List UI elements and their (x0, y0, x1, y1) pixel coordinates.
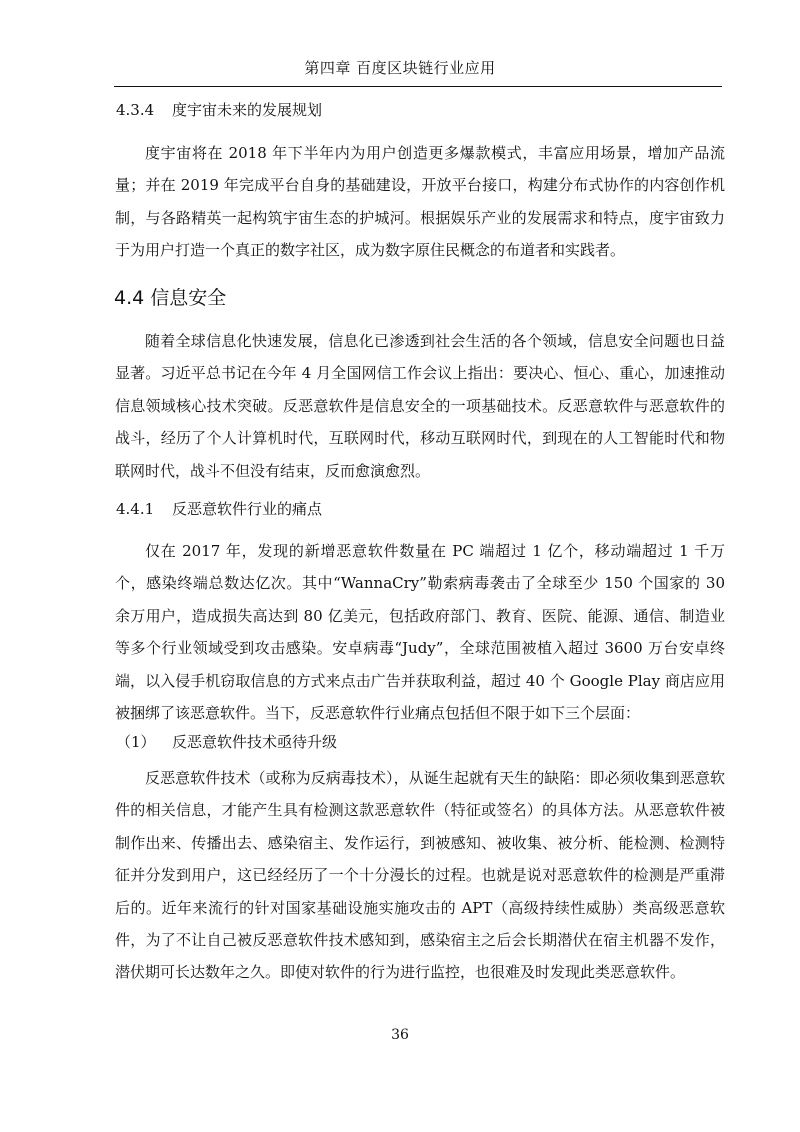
section-title: 度宇宙未来的发展规划 (172, 101, 323, 119)
header-divider (114, 86, 722, 87)
section-4-4-paragraph: 随着全球信息化快速发展，信息化已渗透到社会生活的各个领域，信息安全问题也日益显著。习近平总书记在今年 4 月全国网信工作会议上指出：要决心、恒心、重心，加速推动信息领域核心技术突破。反恶意软件是信息安全的一项基础技术。反恶意软件与恶意软件的战斗，经历了个人计算机时代，互联网时代，移动互联网时代，到现在的人工智能时代和物联网时代，战斗不但没有结束，反而愈演愈烈。 (115, 332, 725, 480)
section-4-4-1-paragraph-2: 反恶意软件技术（或称为反病毒技术），从诞生起就有天生的缺陷：即必须收集到恶意软件的相关信息，才能产生具有检测这款恶意软件（特征或签名）的具体方法。从恶意软件被制作出来、传播出去、感染宿主、发作运行，到被感知、被收集、被分析、能检测、检测特征并分发到用户，这已经经历了一个十分漫长的过程。也就是说对恶意软件的检测是严重滞后的。近年来流行的针对国家基础设施实施攻击的 APT（高级持续性威胁）类高级恶意软件，为了不让自己被反恶意软件技术感知到，感染宿主之后会长期潜伏在宿主机器不发作，潜伏期可长达数年之久。即使对软件的行为进行监控，也很难及时发现此类恶意软件。 (115, 769, 725, 982)
section-number: 4.3.4 (116, 101, 155, 119)
section-4-4-1-paragraph: 仅在 2017 年，发现的新增恶意软件数量在 PC 端超过 1 亿个，移动端超过 1 千万个，感染终端总数达亿次。其中“WannaCry”勒索病毒袭击了全球至少 150 个国家的 30 余万用户，造成损失高达到 80 亿美元，包括政府部门、教育、医院、能源、通信、制造业等多个行业领域受到攻击感染。安卓病毒“Judy”，全球范围被植入超过 3600 万台安卓终端，以入侵手机窃取信息的方式来点击广告并获取利益，超过 40 个 Google Play 商店应用被捆绑了该恶意软件。当下，反恶意软件行业痛点包括但不限于如下三个层面： (115, 542, 725, 723)
list-item-title: 反恶意软件技术亟待升级 (172, 733, 338, 751)
page-number: 36 (391, 1027, 409, 1043)
section-number: 4.4.1 (116, 500, 155, 518)
section-4-4-heading: 4.4 信息安全 (114, 287, 227, 309)
list-item-1 (116, 731, 337, 753)
list-item-number: （1） (116, 733, 156, 751)
section-4-4-1-heading (116, 498, 322, 520)
running-header: 第四章 百度区块链行业应用 (304, 59, 496, 77)
section-4-3-4-heading (116, 99, 322, 121)
section-title: 反恶意软件行业的痛点 (172, 500, 323, 518)
section-4-3-4-paragraph: 度宇宙将在 2018 年下半年内为用户创造更多爆款模式，丰富应用场景，增加产品流量；并在 2019 年完成平台自身的基础建设，开放平台接口，构建分布式协作的内容创作机制，与各路精英一起构筑宇宙生态的护城河。根据娱乐产业的发展需求和特点，度宇宙致力于为用户打造一个真正的数字社区，成为数字原住民概念的布道者和实践者。 (115, 144, 725, 260)
